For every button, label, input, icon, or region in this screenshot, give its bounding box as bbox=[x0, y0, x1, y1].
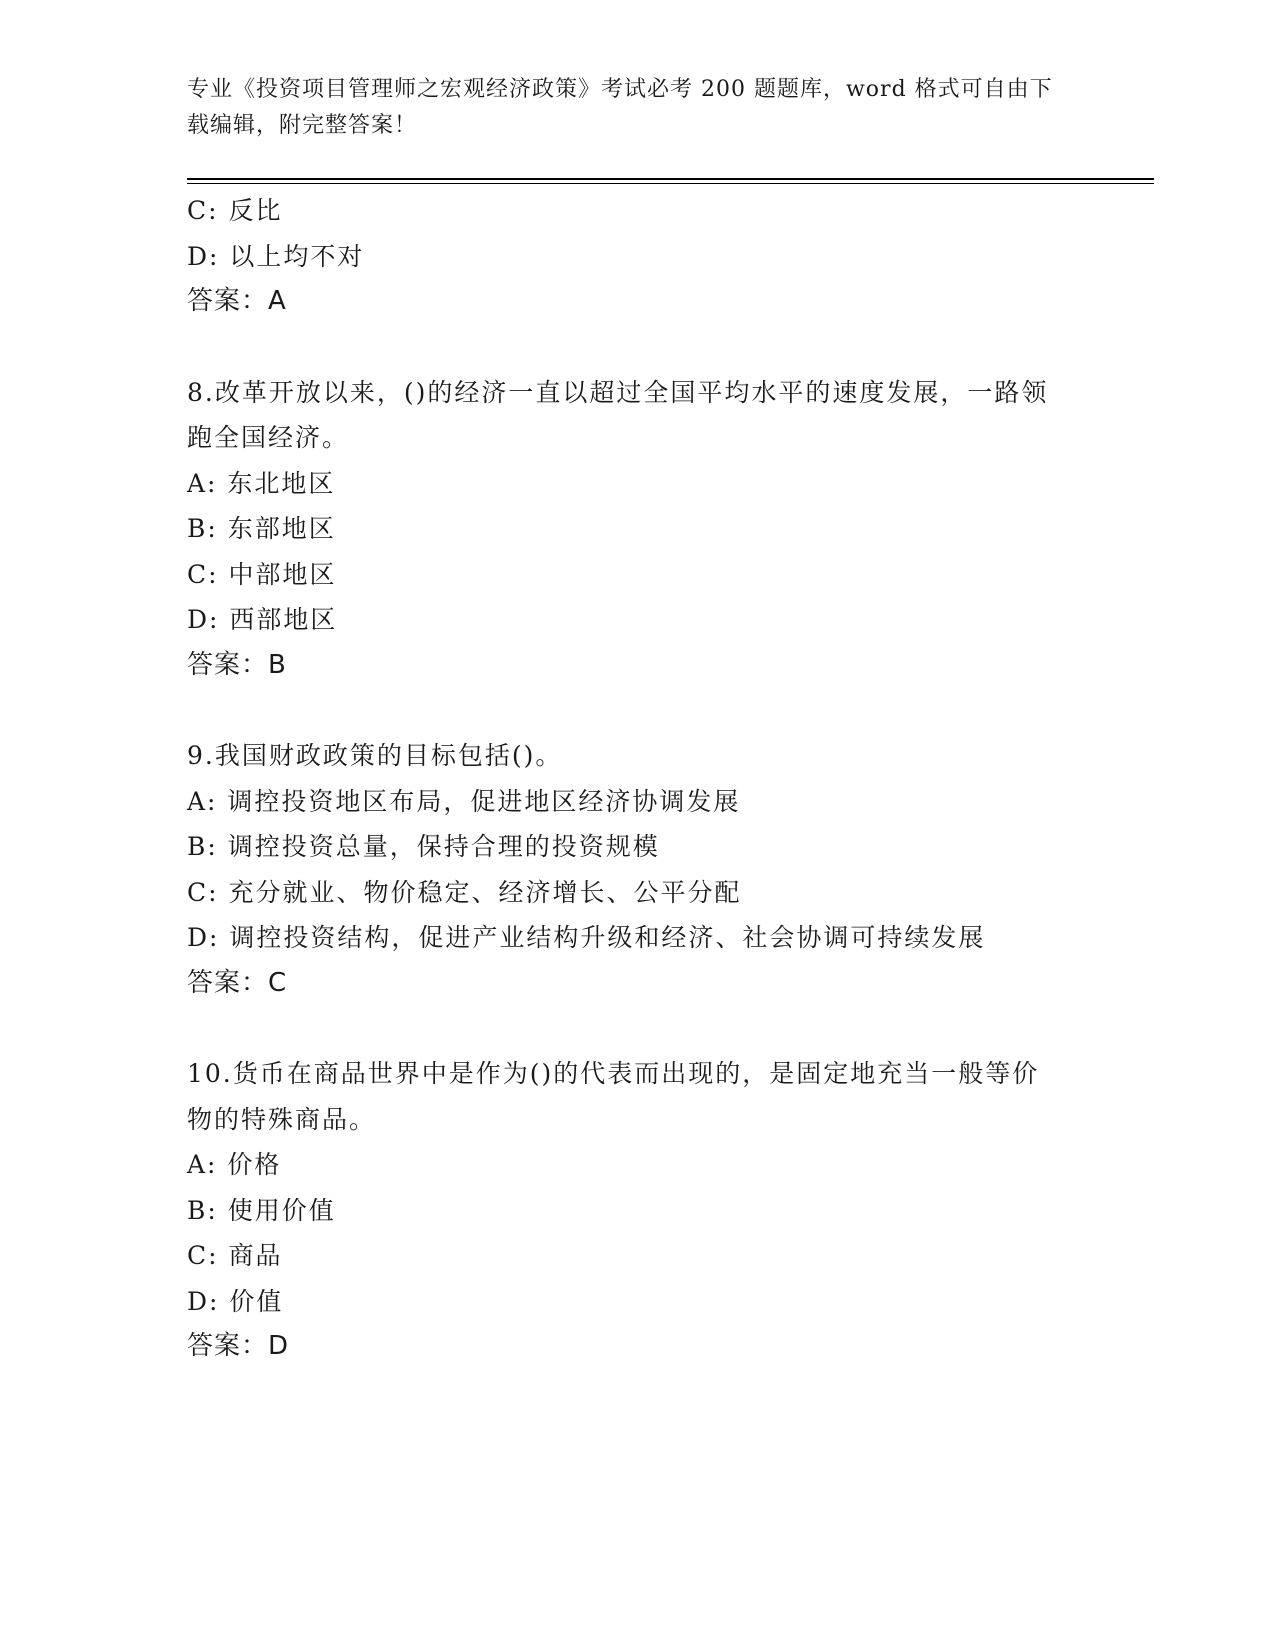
option-a: A: 价格 bbox=[187, 1150, 282, 1179]
answer-line: 答案：D bbox=[187, 1331, 290, 1361]
header-rule-thin bbox=[187, 183, 1154, 184]
answer-line: 答案：B bbox=[187, 649, 287, 680]
question-stem: 9.我国财政政策的目标包括()。 bbox=[187, 741, 563, 770]
option-a: A: 东北地区 bbox=[187, 468, 336, 498]
option-c: C: 商品 bbox=[187, 1241, 283, 1270]
answer-line: 答案：C bbox=[187, 967, 288, 998]
document-header-title: 专业《投资项目管理师之宏观经济政策》考试必考 200 题题库，word 格式可自由下载编辑，附完整答案！ bbox=[187, 77, 1053, 138]
option-d: D: 西部地区 bbox=[187, 605, 338, 634]
option-d: D: 调控投资结构，促进产业结构升级和经济、社会协调可持续发展 bbox=[187, 923, 986, 952]
option-d: D: 以上均不对 bbox=[187, 241, 365, 271]
question-9 bbox=[187, 733, 1087, 1006]
option-b: B: 使用价值 bbox=[187, 1195, 336, 1225]
option-b: B: 调控投资总量，保持合理的投资规模 bbox=[187, 832, 660, 861]
option-d: D: 价值 bbox=[187, 1286, 284, 1316]
question-8 bbox=[187, 370, 1087, 689]
question-list bbox=[187, 188, 1087, 1370]
question-stem: 8.改革开放以来，()的经济一直以超过全国平均水平的速度发展，一路领跑全国经济。 bbox=[187, 377, 1049, 452]
option-c: C: 中部地区 bbox=[187, 559, 337, 589]
question-7-continued bbox=[187, 188, 1087, 325]
option-b: B: 东部地区 bbox=[187, 514, 336, 543]
option-c: C: 充分就业、物价稳定、经济增长、公平分配 bbox=[187, 877, 742, 907]
option-a: A: 调控投资地区布局，促进地区经济协调发展 bbox=[187, 786, 741, 816]
option-c: C: 反比 bbox=[187, 196, 283, 225]
question-stem: 10.货币在商品世界中是作为()的代表而出现的，是固定地充当一般等价物的特殊商品。 bbox=[187, 1059, 1040, 1134]
answer-line: 答案：A bbox=[187, 286, 287, 316]
question-10 bbox=[187, 1051, 1087, 1370]
header-rule-thick bbox=[187, 178, 1154, 180]
